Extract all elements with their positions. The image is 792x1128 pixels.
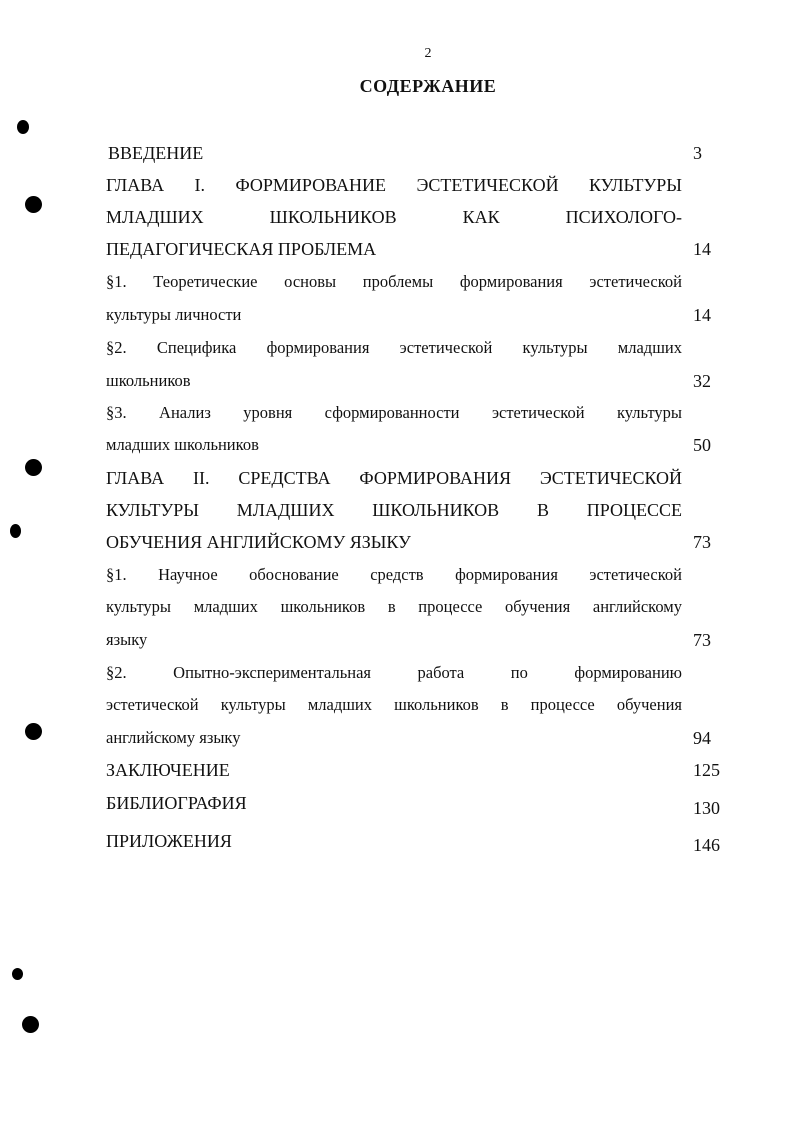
toc-ch2-s1-line1: §1. Научное обоснование средств формирования эстетической bbox=[106, 565, 682, 584]
toc-ch2-s2-line2: эстетической культуры младших школьников в процессе обучения bbox=[106, 695, 682, 714]
toc-ch2-line1: ГЛАВА II. СРЕДСТВА ФОРМИРОВАНИЯ ЭСТЕТИЧЕСКОЙ bbox=[106, 468, 682, 488]
punch-hole-mark bbox=[17, 120, 29, 134]
toc-ch2-s2-line1: §2. Опытно-экспериментальная работа по формированию bbox=[106, 663, 682, 682]
toc-intro-page: 3 bbox=[693, 143, 702, 163]
toc-bibliography-label: БИБЛИОГРАФИЯ bbox=[106, 793, 247, 813]
toc-conclusion-page: 125 bbox=[693, 760, 720, 780]
toc-ch2-s2-line3: английскому языку bbox=[106, 728, 241, 747]
punch-hole-mark bbox=[25, 196, 42, 213]
page-number: 2 bbox=[424, 46, 432, 61]
toc-ch2-s1-page: 73 bbox=[693, 630, 711, 650]
toc-ch1-line3: ПЕДАГОГИЧЕСКАЯ ПРОБЛЕМА bbox=[106, 239, 377, 259]
toc-conclusion-label: ЗАКЛЮЧЕНИЕ bbox=[106, 760, 230, 780]
toc-ch1-page: 14 bbox=[693, 239, 711, 259]
toc-ch1-s2-line2: школьников bbox=[106, 371, 191, 390]
toc-ch1-s3-line2: младших школьников bbox=[106, 435, 259, 454]
toc-ch1-s1-line1: §1. Теоретические основы проблемы формирования эстетической bbox=[106, 272, 682, 291]
punch-hole-mark bbox=[12, 968, 23, 980]
toc-ch2-s1-line2: культуры младших школьников в процессе обучения английскому bbox=[106, 597, 682, 616]
toc-appendices-label: ПРИЛОЖЕНИЯ bbox=[106, 831, 232, 851]
toc-ch1-s3-line1: §3. Анализ уровня сформированности эстетической культуры bbox=[106, 403, 682, 422]
toc-ch1-s1-page: 14 bbox=[693, 305, 711, 325]
toc-ch2-page: 73 bbox=[693, 532, 711, 552]
toc-ch2-line3: ОБУЧЕНИЯ АНГЛИЙСКОМУ ЯЗЫКУ bbox=[106, 532, 411, 552]
toc-ch1-s3-page: 50 bbox=[693, 435, 711, 455]
toc-ch1-s2-page: 32 bbox=[693, 371, 711, 391]
toc-bibliography-page: 130 bbox=[693, 798, 720, 818]
toc-ch1-line2: МЛАДШИХ ШКОЛЬНИКОВ КАК ПСИХОЛОГО- bbox=[106, 207, 682, 227]
punch-hole-mark bbox=[25, 459, 42, 476]
toc-intro-label: ВВЕДЕНИЕ bbox=[108, 143, 204, 163]
toc-ch1-s1-line2: культуры личности bbox=[106, 305, 242, 324]
toc-ch2-line2: КУЛЬТУРЫ МЛАДШИХ ШКОЛЬНИКОВ В ПРОЦЕССЕ bbox=[106, 500, 682, 520]
punch-hole-mark bbox=[25, 723, 42, 740]
toc-ch1-s2-line1: §2. Специфика формирования эстетической культуры младших bbox=[106, 338, 682, 357]
toc-ch2-s1-line3: языку bbox=[106, 630, 148, 649]
toc-ch2-s2-page: 94 bbox=[693, 728, 711, 748]
toc-ch1-line1: ГЛАВА I. ФОРМИРОВАНИЕ ЭСТЕТИЧЕСКОЙ КУЛЬТУРЫ bbox=[106, 175, 682, 195]
page-title: СОДЕРЖАНИЕ bbox=[359, 76, 497, 96]
punch-hole-mark bbox=[10, 524, 21, 538]
toc-appendices-page: 146 bbox=[693, 835, 720, 855]
punch-hole-mark bbox=[22, 1016, 39, 1033]
